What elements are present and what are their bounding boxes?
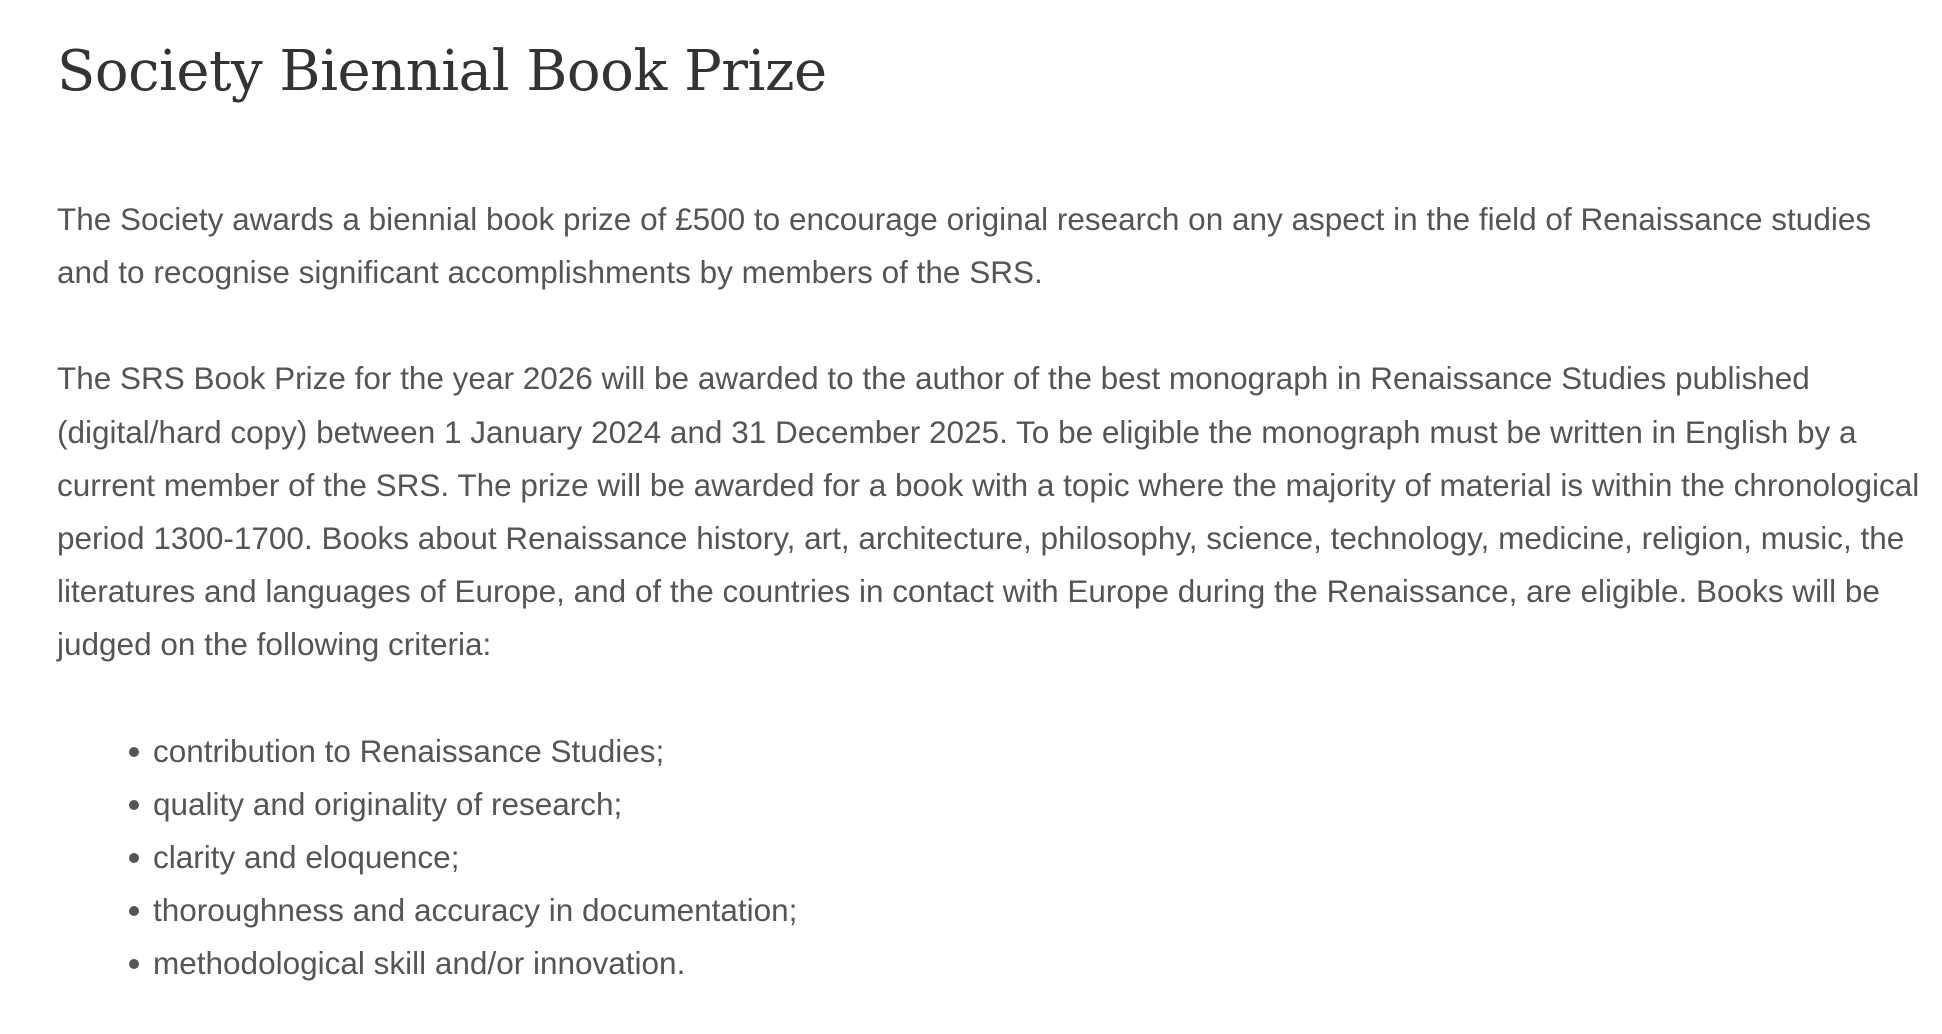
main-content [57,193,1922,991]
bullet-icon [129,853,139,863]
intro-paragraph: The Society awards a biennial book prize of £500 to encourage original research on any aspect in the field of Renaissance studies and to recognise significant accomplishments by members of the SRS. [57,201,1872,291]
eligibility-paragraph: The SRS Book Prize for the year 2026 will be awarded to the author of the best monograph in Renaissance Studies published (digital/hard copy) between 1 January 2024 and 31 December 2025. To be eligible the monograph must be written in English by a current member of the SRS. The prize will be awarded for a book with a topic where the majority of material is within the chronological period 1300-1700. Books about Renaissance history, art, architecture, philosophy, science, technology, medicine, religion, music, the literatures and languages of Europe, and of the countries in contact with Europe during the Renaissance, are eligible. Books will be judged on the following criteria: [57,360,1920,663]
criterion-text: thoroughness and accuracy in documentation; [153,892,798,929]
bullet-icon [129,906,139,916]
criteria-list [57,725,1922,991]
list-item [153,725,1922,778]
bullet-icon [129,800,139,810]
list-item [153,884,1922,937]
list-item [153,937,1922,990]
criterion-text: contribution to Renaissance Studies; [153,732,665,769]
page-title: Society Biennial Book Prize [57,39,827,104]
bullet-icon [129,747,139,757]
list-item [153,778,1922,831]
criterion-text: clarity and eloquence; [153,839,460,876]
bullet-icon [129,959,139,969]
criterion-text: quality and originality of research; [153,785,623,822]
list-item [153,831,1922,884]
criterion-text: methodological skill and/or innovation. [153,945,686,982]
